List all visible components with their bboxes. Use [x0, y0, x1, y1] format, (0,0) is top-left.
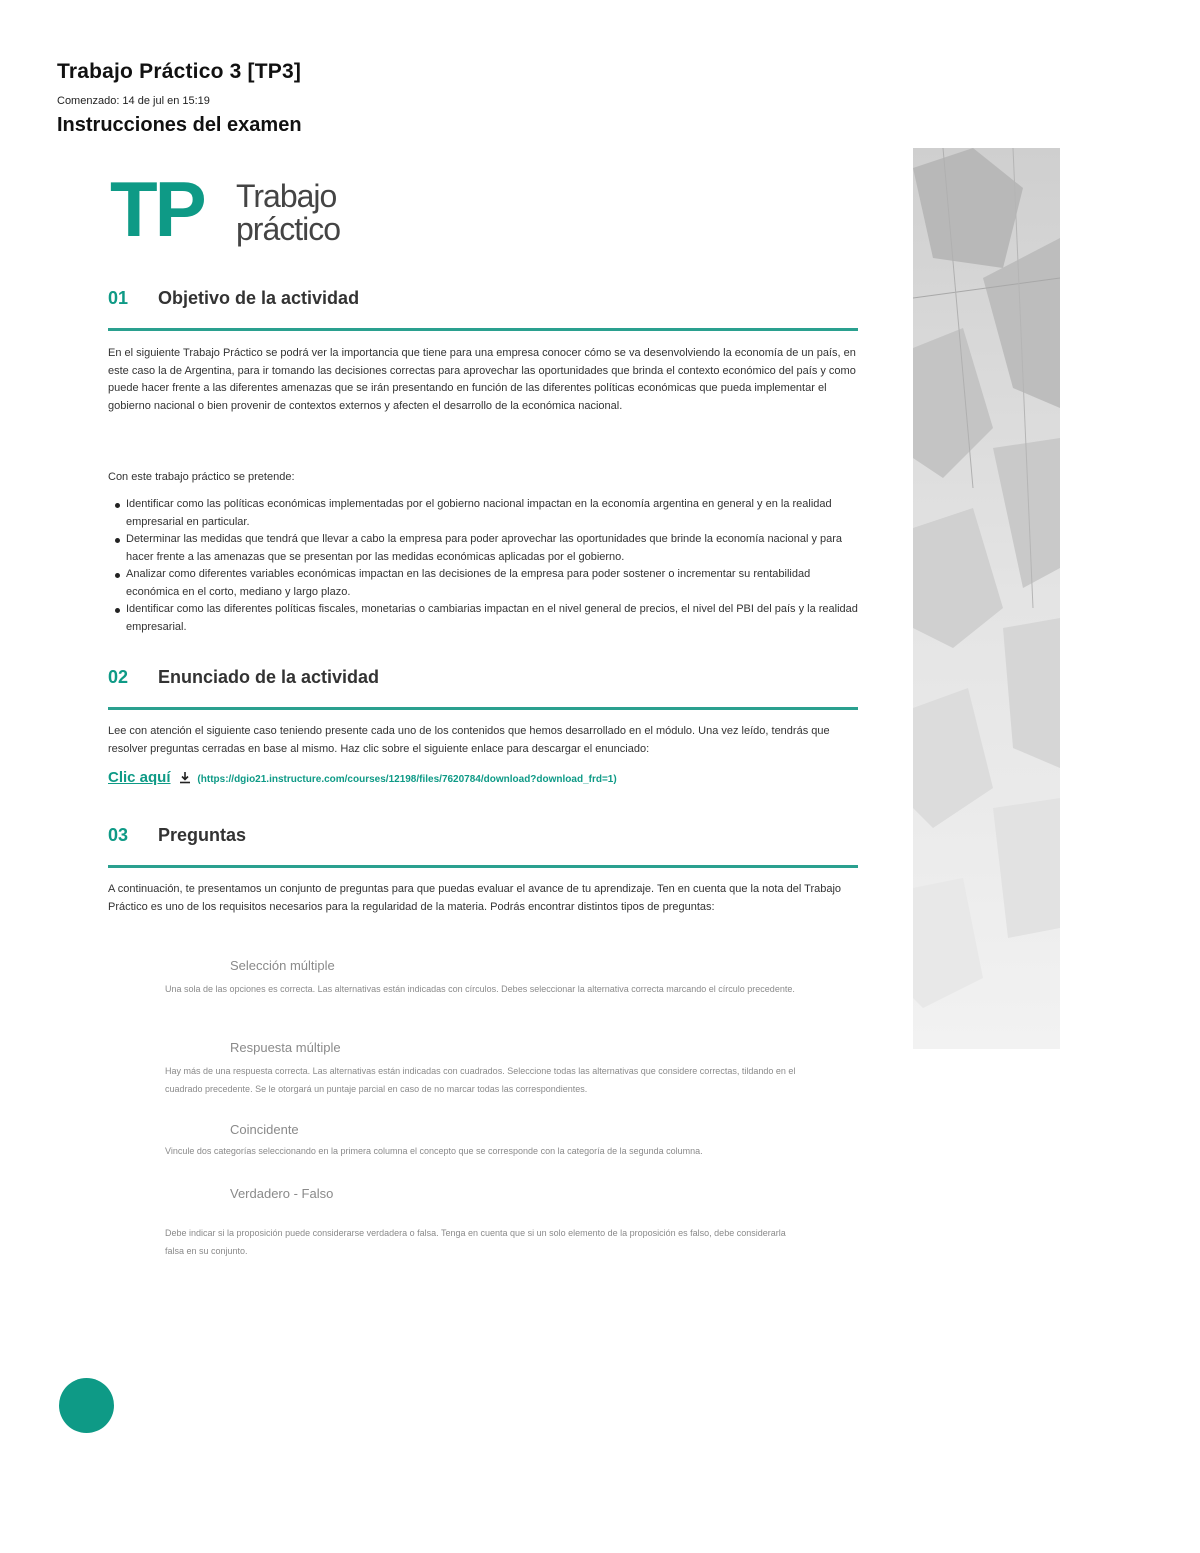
list-item: Analizar como diferentes variables económicas impactan en las decisiones de la empresa para poder sostener o incrementar su rentabilidad económica en el corto, mediano y largo plazo.: [108, 566, 860, 601]
objetivo-paragraph: En el siguiente Trabajo Práctico se podrá ver la importancia que tiene para una empresa conocer cómo se va desenvolviendo la economía de un país, en este caso la de Argentina, para ir tomando las decisiones correctas para aprovechar las oportunidades que brinda el contexto económico del país y como puede hacer frente a las diferentes amenazas que se irán presentando en función de las diferentes políticas económicas que pueda implementar el gobierno nacional o bien provenir de contextos externos y afecten el desarrollo de la económica nacional.: [108, 347, 856, 412]
list-item: Identificar como las políticas económicas implementadas por el gobierno nacional impactan en la economía argentina en general y en la realidad empresarial en particular.: [108, 496, 860, 531]
page-title: Trabajo Práctico 3 [TP3]: [57, 60, 302, 83]
section-number: 02: [108, 667, 129, 687]
section-title: Preguntas: [158, 825, 247, 845]
section-enunciado-header: [108, 667, 858, 710]
tp-logo-abbr: TP: [110, 165, 204, 253]
tp-logo-text: [236, 180, 340, 246]
section-number: 03: [108, 825, 129, 845]
tp-logo-line1: Trabajo: [236, 178, 337, 214]
download-link-row: [108, 769, 617, 789]
section-title: Objetivo de la actividad: [158, 288, 360, 308]
tp-logo-line2: práctico: [236, 211, 341, 247]
section-title: Enunciado de la actividad: [158, 667, 380, 687]
qtype-title-seleccion-multiple: Selección múltiple: [230, 958, 335, 973]
qtype-title-verdadero-falso: Verdadero - Falso: [230, 1186, 334, 1201]
section-objetivo-header: [108, 288, 858, 331]
section-preguntas-header: [108, 825, 858, 868]
enunciado-paragraph: Lee con atención el siguiente caso teniendo presente cada uno de los contenidos que hemos desarrollado en el módulo. Una vez leído, tendrás que resolver preguntas cerradas en base al mismo. Haz clic sobre el siguiente enlace para descargar el enunciado:: [108, 725, 830, 755]
qtype-desc-respuesta-multiple: Hay más de una respuesta correcta. Las alternativas están indicadas con cuadrados. Seleccione todas las alternativas que considere correctas, tildando en el cuadrado precedente. Se le otorgará un puntaje parcial en caso de no marcar todas las correspondientes.: [165, 1066, 796, 1094]
qtype-title-coincidente: Coincidente: [230, 1122, 299, 1137]
list-item: Identificar como las diferentes políticas fiscales, monetarias o cambiarias impactan en el nivel general de precios, el nivel del PBI del país y la realidad empresarial.: [108, 601, 860, 636]
download-link[interactable]: Clic aquí: [108, 769, 171, 786]
instructions-heading: Instrucciones del examen: [57, 114, 302, 136]
list-item: Determinar las medidas que tendrá que llevar a cabo la empresa para poder aprovechar las oportunidades que brinde la economía nacional y para hacer frente a las amenazas que se presentan por las medidas económicas aplicadas por el gobierno.: [108, 531, 860, 566]
section-number: 01: [108, 288, 129, 308]
download-url[interactable]: (https://dgio21.instructure.com/courses/12198/files/7620784/download?download_frd=1): [197, 774, 617, 785]
qtype-desc-verdadero-falso: Debe indicar si la proposición puede considerarse verdadera o falsa. Tenga en cuenta que si un solo elemento de la proposición es falso, debe considerarla falsa en su conjunto.: [165, 1228, 786, 1256]
architecture-image: [913, 148, 1060, 1049]
qtype-desc-coincidente: Vincule dos categorías seleccionando en la primera columna el concepto que se corresponde con la categoría de la segunda columna.: [165, 1146, 703, 1156]
started-timestamp: Comenzado: 14 de jul en 15:19: [57, 95, 210, 107]
preguntas-paragraph: A continuación, te presentamos un conjunto de preguntas para que puedas evaluar el avance de tu aprendizaje. Ten en cuenta que la nota del Trabajo Práctico es uno de los requisitos necesarios para la regularidad de la materia. Podrás encontrar distintos tipos de preguntas:: [108, 883, 842, 913]
qtype-title-respuesta-multiple: Respuesta múltiple: [230, 1040, 341, 1055]
objetivos-list: [108, 496, 860, 636]
objetivo-intro: Con este trabajo práctico se pretende:: [108, 471, 295, 483]
floating-action-dot[interactable]: [59, 1378, 114, 1433]
qtype-desc-seleccion-multiple: Una sola de las opciones es correcta. Las alternativas están indicadas con círculos. Debes seleccionar la alternativa correcta marcando el círculo precedente.: [165, 984, 795, 994]
download-icon[interactable]: [179, 771, 191, 789]
